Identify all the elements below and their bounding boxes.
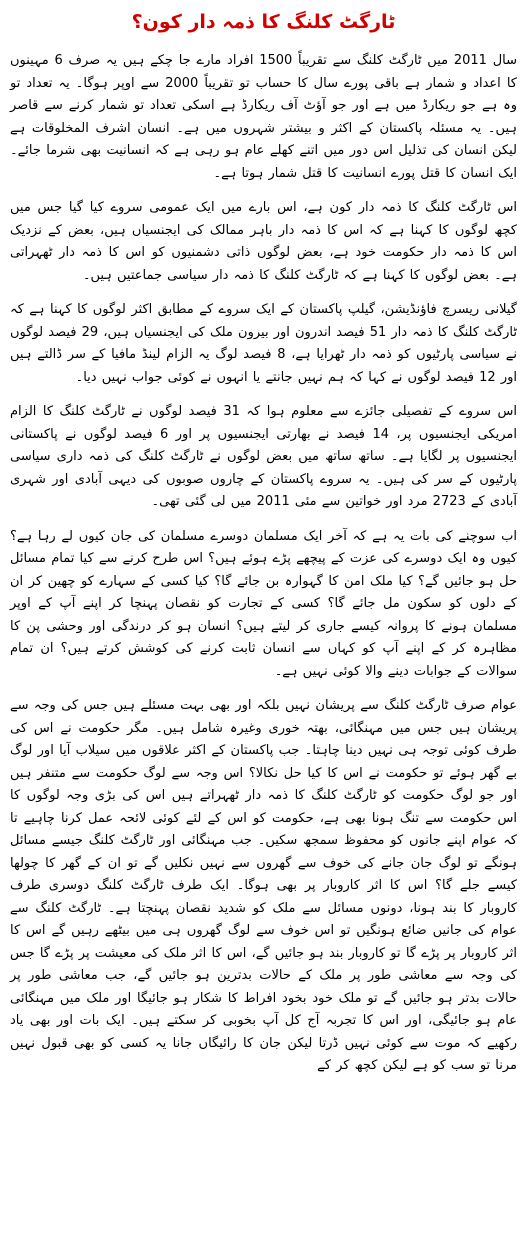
article-paragraph-6: عوام صرف ٹارگٹ کلنگ سے پریشان نہیں بلکہ اور بھی بہت مسئلے ہیں جس کی وجہ سے پریشان ہیں جس میں مہنگائی، بھتہ خوری وغیرہ شامل ہیں۔ مگر حکومت نے اس کی طرف کوئی توجہ ہی نہیں دینا چاہتا۔ جب پاکستان کے اکثر علاقوں میں سیلاب آیا اور لوگ بے گھر ہوئے تو حکومت نے اس کا کیا حل نکالا؟ اس وجہ سے لوگ حکومت سے متنفر ہیں اور جو لوگ حکومت کو ٹارگٹ کلنگ کا ذمہ دار ٹھہراتے ہیں اس کی بڑی وجہ لوگوں کا اس حکومت سے تنگ ہونا بھی ہے، حکومت کو اس کے لئے کوئی لائحہ عمل کرنا چاہیے تا کہ عوام اپنے جانوں کو محفوظ سمجھ سکیں۔ جب مہنگائی اور ٹارگٹ کلنگ جیسے مسائل ہونگے تو لوگ جان جانے کی خوف سے گھروں سے نہیں نکلیں گے تو ان کے گھر کا چولھا کیسے جلے گا؟ اس کا اثر کاروبار پر بھی ہوگا۔ ایک طرف ٹارگٹ کلنگ دوسری طرف کاروبار کا بند ہونا، دونوں مسائل سے ملک کو شدید نقصان پہنچتا ہے۔ ٹارگٹ کلنگ سے عوام کی جانیں ضائع ہونگیں تو اس خوف سے لوگ گھروں ہی میں بیٹھے رہیں گے اس کا اثر کاروبار پر پڑے گا تو کاروبار بند ہو جائیں گے، اس کا اثر ملک کی معیشت پر پڑے گا جس کی وجہ سے معاشی طور پر ملک کے حالات بدترین ہو جائیں گے، جب معاشی طور پر حالات بدتر ہو جائیں گے تو ملک خود بخود افراط کا شکار ہو جائیگا اور ملک میں مہنگائی عام ہو جائیگی، اور اس کا تجربہ آج کل آپ بخوبی کر سکتے ہیں۔ ایک بات اور بھی یاد رکھیے کہ موت سے کوئی نہیں ڈرتا لیکن جان کا رائیگاں جانا یہ کسی کو بھی قبول نہیں مرنا تو سب کو ہے لیکن کچھ کر کے bbox=[10, 698, 517, 1073]
article-title: ٹارگٹ کلنگ کا ذمہ دار کون؟ bbox=[131, 11, 396, 33]
article-paragraph-3: گیلانی ریسرچ فاؤنڈیشن، گیلپ پاکستان کے ایک سروے کے مطابق اکثر لوگوں کا کہنا ہے کہ ٹارگٹ کلنگ کا ذمہ دار 51 فیصد اندرون اور بیرون ملک کی ایجنسیاں ہیں، 29 فیصد لوگوں نے سیاسی پارٹیوں کو ذمہ دار ٹھرایا ہے، 8 فیصد لوگ یہ الزام لینڈ مافیا کے سر ڈالتے ہیں اور 12 فیصد لوگوں نے کہا کہ ہم نہیں جانتے یا انہوں نے کوئی جواب نہیں دیا۔ bbox=[10, 302, 517, 385]
article-paragraph-2: اس ٹارگٹ کلنگ کا ذمہ دار کون ہے، اس بارے میں ایک عمومی سروے کیا گیا جس میں کچھ لوگوں کا کہنا ہے کہ اس کا ذمہ دار باہر ممالک کی ایجنسیاں ہیں، بعض کے نزدیک اس کا ذمہ دار حکومت خود ہے، بعض لوگوں ذاتی دشمنیوں کو اس کا ذمہ دار ٹھہراتی ہے۔ بعض لوگوں کا کہنا ہے کہ ٹارگٹ کلنگ کا ذمہ دار سیاسی جماعتیں ہیں۔ bbox=[10, 200, 517, 283]
article-paragraph-4: اس سروے کے تفصیلی جائزے سے معلوم ہوا کہ 31 فیصد لوگوں نے ٹارگٹ کلنگ کا الزام امریکی ایجنسیوں پر، 14 فیصد نے بھارتی ایجنسیوں پر اور 6 فیصد لوگوں نے پاکستانی ایجنسیوں پر لگایا ہے۔ ساتھ ساتھ میں بعض لوگوں نے ٹارگٹ کلنگ کی ذمہ داری سیاسی پارٹیوں کے سر کی ہیں۔ یہ سروے پاکستان کے چاروں صوبوں کی دیہی آبادی اور شہری آبادی کے 2723 مرد اور خواتین سے مئی 2011 میں لی گئی تھی۔ bbox=[10, 404, 518, 509]
article-paragraph-5: اب سوچنے کی بات یہ ہے کہ آخر ایک مسلمان دوسرے مسلمان کی جان کیوں لے رہا ہے؟ کیوں وہ ایک دوسرے کی عزت کے پیچھے پڑے ہوئے ہیں؟ اس طرح کرنے سے کیا تمام مسائل حل ہو جائیں گے؟ کیا ملک امن کا گہوارہ بن جائے گا؟ کیا کسی کے سہارے کو چھین کر ان کے دلوں کو سکون مل جائے گا؟ کسی کے تجارت کو نقصان پہنچا کر اپنے آپ کے اوپر مسلمان ہونے کا پروانہ کیسے جاری کر لیتے ہیں؟ انسان ہو کر درندگی اور وحشی پن کا مظاہرہ کر کے اپنے آپ کو کہاں سے انسان ثابت کرنے کی کوشش کرتے ہیں؟ ان تمام سوالات کے جوابات دینے والا کوئی نہیں ہے۔ bbox=[10, 528, 517, 679]
article-paragraph-1: سال 2011 میں ٹارگٹ کلنگ سے تقریباً 1500 افراد مارے جا چکے ہیں یہ صرف 6 مہینوں کا اعداد و شمار ہے باقی پورے سال کا حساب تو تقریباً 2000 سے اوپر ہوگا۔ یہ تعداد تو وہ ہے جو ریکارڈ میں ہے اور جو آؤٹ آف ریکارڈ ہے اسکی تعداد تو شمار کرنے سے قاصر ہیں۔ یہ مسئلہ پاکستان کے اکثر و بیشتر شہروں میں ہے۔ انسان اشرف المخلوقات ہے لیکن انسان کی تذلیل اس دور میں اتنے کھلے عام ہو رہی ہے کہ انسانیت بھی شرما جائے۔ ایک انسان کا قتل پورے انسانیت کا قتل شمار ہوتا ہے۔ bbox=[10, 53, 517, 181]
